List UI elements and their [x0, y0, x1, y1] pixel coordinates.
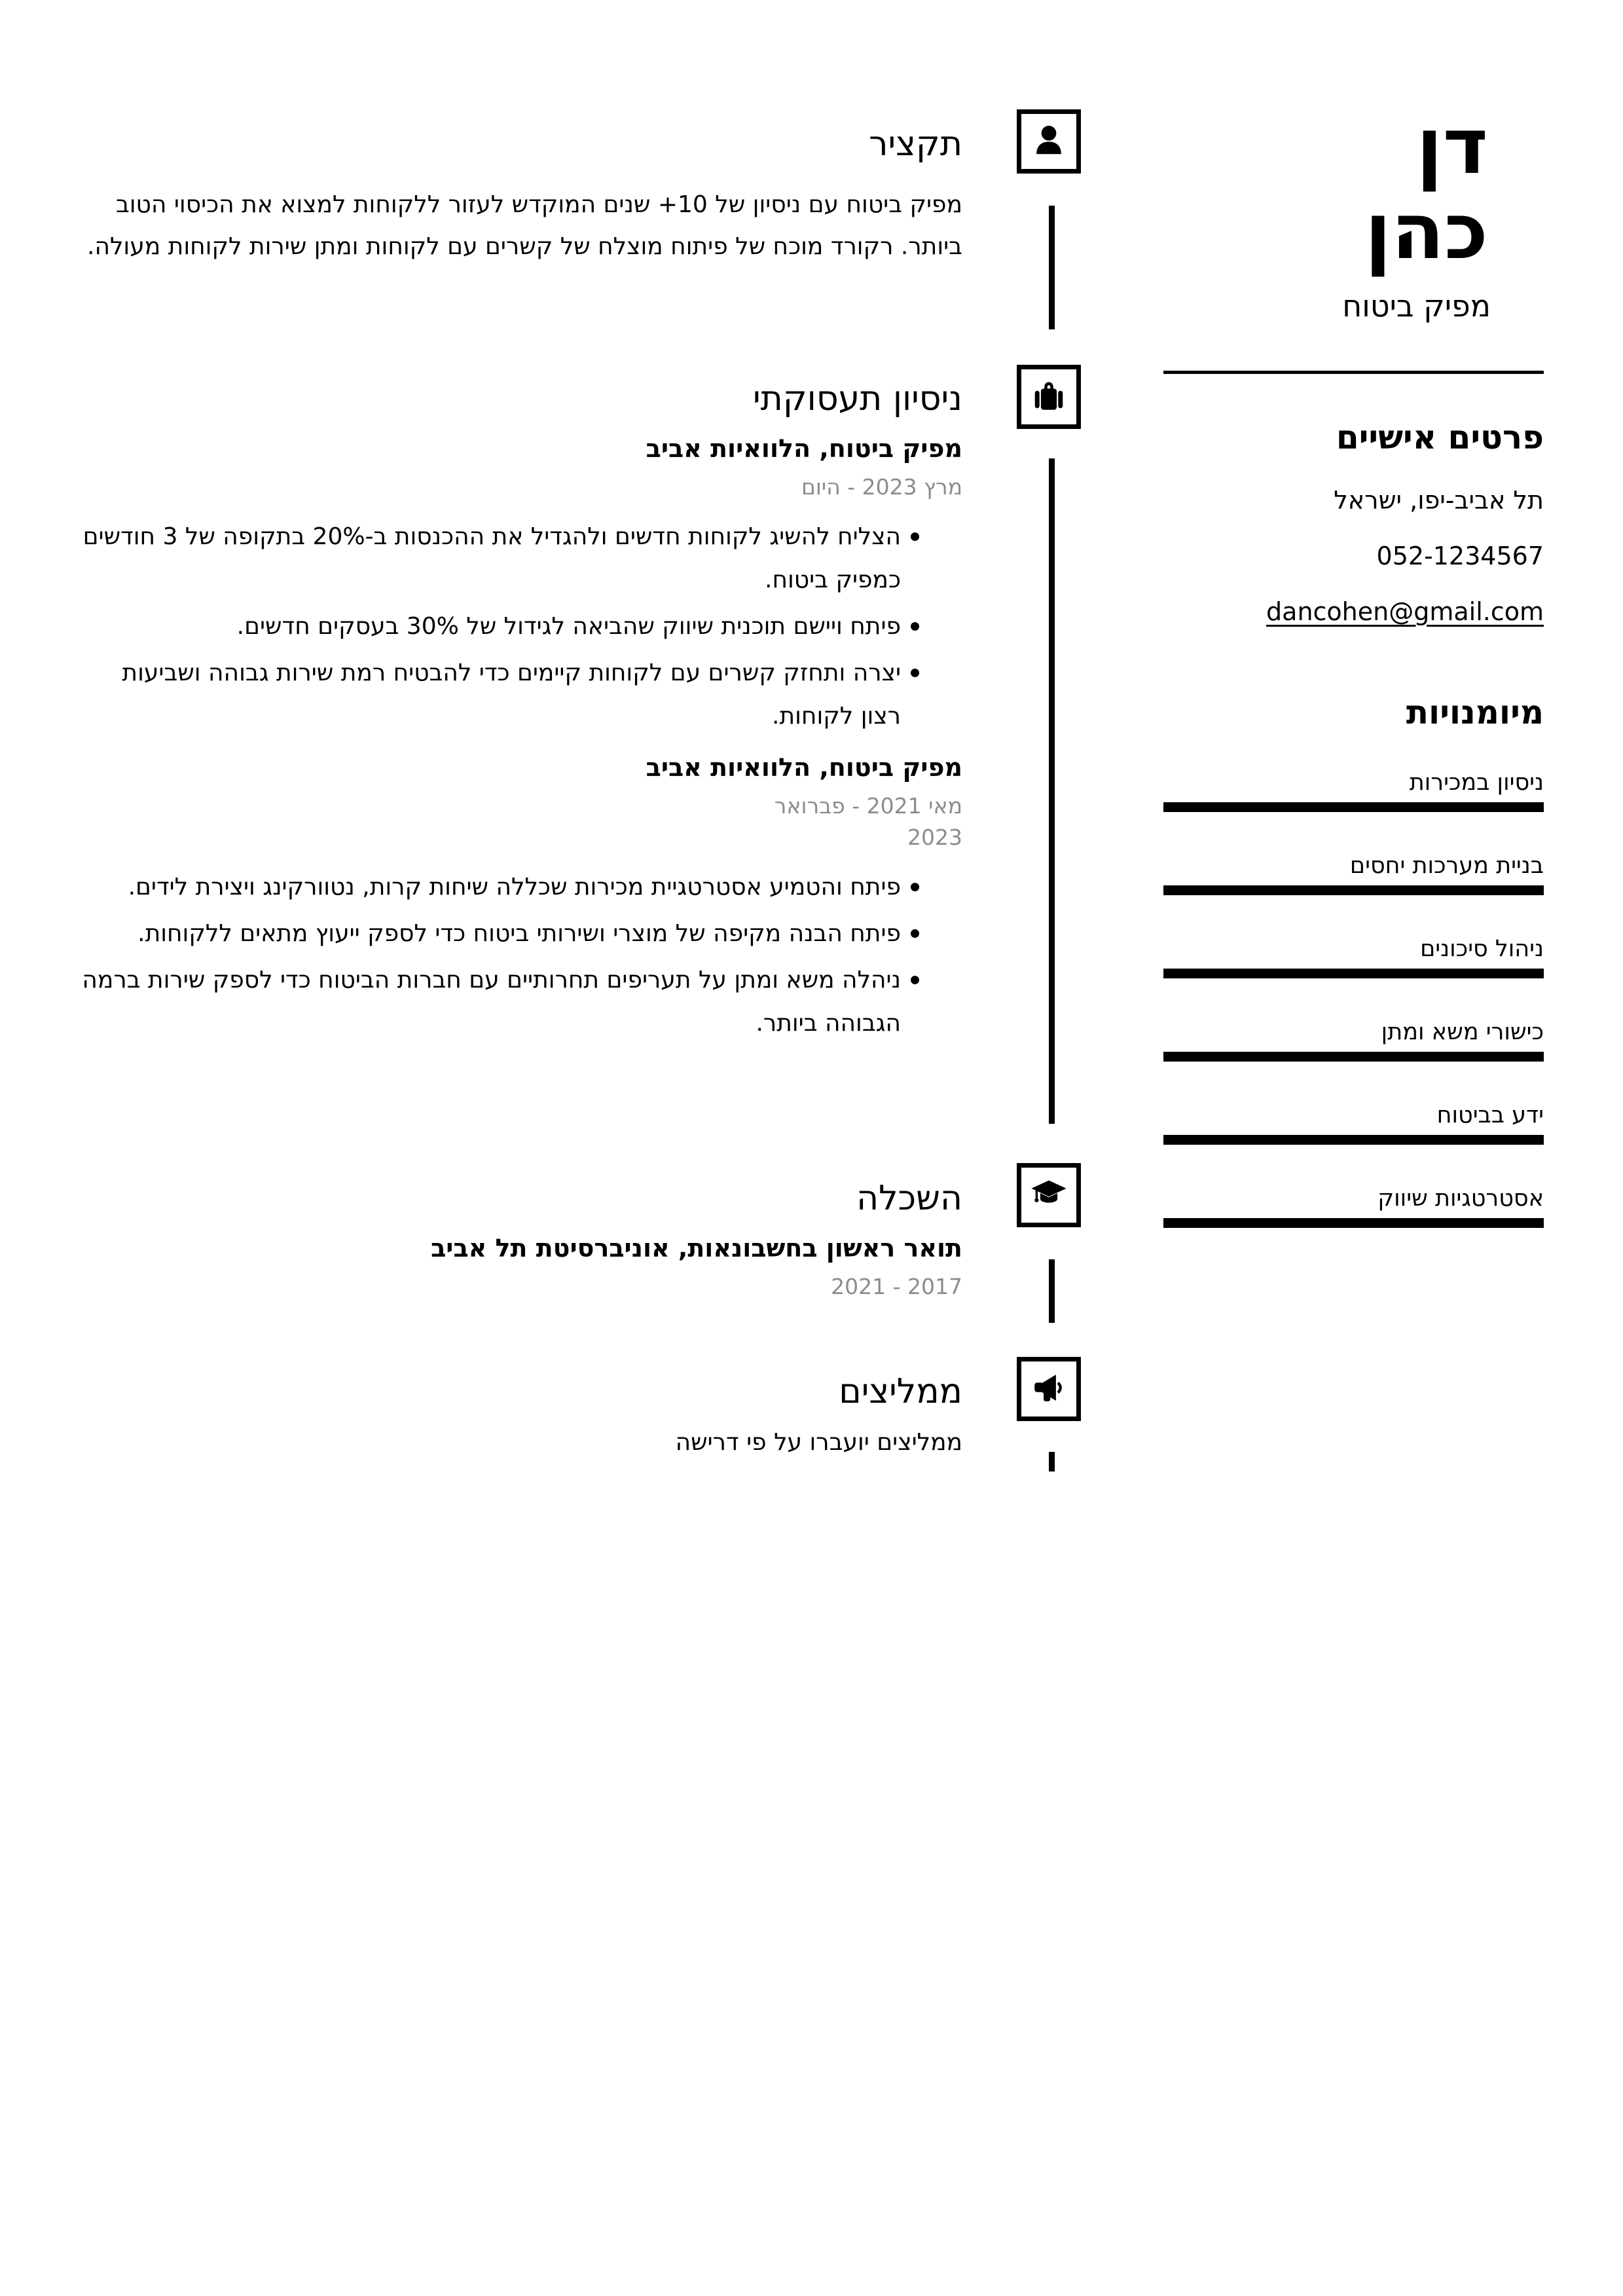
references-text: ממליצים יועברו על פי דרישה: [675, 1429, 962, 1456]
sidebar: [1163, 0, 1544, 2296]
skill-label: ניהול סיכונים: [1420, 936, 1544, 962]
timeline-segment: [1049, 1452, 1055, 1472]
summary-section-marker: [1017, 109, 1081, 174]
job-entry: [75, 752, 962, 1045]
job-bullet: ניהלה משא ומתן על תעריפים תחרותיים עם חברות הביטוח כדי לספק שירות ברמה הגבוהה ביותר.: [75, 959, 923, 1045]
skill-label: ידע בביטוח: [1436, 1102, 1544, 1128]
person-icon: [1030, 121, 1068, 162]
skill-label: בניית מערכות יחסים: [1349, 853, 1544, 879]
experience-heading: ניסיון תעסוקתי: [752, 379, 962, 418]
education-heading: השכלה: [856, 1179, 962, 1218]
references-section-marker: [1017, 1357, 1081, 1421]
skills-section: [1163, 693, 1544, 1268]
email-link[interactable]: dancohen@gmail.com: [1266, 597, 1544, 626]
job-title: מפיק ביטוח, הלוואיות אביב: [646, 753, 962, 782]
skills-heading: מיומנויות: [1406, 694, 1544, 731]
job-bullet: הצליח להשיג לקוחות חדשים ולהגדיל את ההכנסות ב-20% בתקופה של 3 חודשים כמפיק ביטוח.: [75, 515, 923, 602]
megaphone-icon: [1030, 1369, 1068, 1409]
sidebar-divider: [1163, 371, 1544, 374]
job-bullet: פיתח הבנה מקיפה של מוצרי ושירותי ביטוח כדי לספק ייעוץ מתאים ללקוחות.: [75, 912, 923, 955]
education-dates: 2017 - 2021: [831, 1274, 962, 1299]
summary-text: מפיק ביטוח עם ניסיון של 10+ שנים המוקדש לעזור ללקוחות למצוא את הכיסוי הטוב ביותר. רקורד מוכח של פיתוח מוצלח של קשרים עם לקוחות ומתן שירות לקוחות מעולה.: [87, 191, 962, 260]
skill-item: [1163, 1102, 1544, 1145]
degree-title: תואר ראשון בחשבונאות, אוניברסיטת תל אביב: [431, 1234, 962, 1263]
skill-bar: [1163, 1135, 1544, 1145]
job-dates: מאי 2021 - פברואר 2023: [774, 793, 962, 850]
skill-bar: [1163, 1218, 1544, 1228]
skill-item: [1163, 1185, 1544, 1228]
job-bullet-list: [75, 515, 923, 738]
personal-details-heading: פרטים אישיים: [1336, 418, 1544, 456]
skill-label: ניסיון במכירות: [1409, 769, 1544, 796]
skill-label: אסטרטגיות שיווק: [1377, 1185, 1544, 1212]
skill-bar: [1163, 969, 1544, 978]
job-entry: [75, 434, 962, 738]
skill-item: [1163, 852, 1544, 895]
skill-item: [1163, 935, 1544, 978]
job-dates: מרץ 2023 - היום: [801, 474, 962, 500]
phone-number: 052-1234567: [1376, 542, 1544, 570]
skill-bar: [1163, 885, 1544, 895]
summary-heading: תקציר: [869, 124, 962, 164]
email-line: [1163, 597, 1544, 627]
experience-section: [75, 379, 962, 1048]
briefcase-icon: [1030, 377, 1068, 417]
job-title: מפיק ביטוח, הלוואיות אביב: [646, 434, 962, 463]
skill-bar: [1163, 802, 1544, 812]
skill-label: כישורי משא ומתן: [1381, 1019, 1544, 1045]
location-text: תל אביב-יפו, ישראל: [1334, 486, 1544, 515]
skill-item: [1163, 769, 1544, 812]
education-section: [75, 1178, 962, 1303]
summary-section: [75, 124, 962, 268]
education-section-marker: [1017, 1163, 1081, 1227]
references-heading: ממליצים: [839, 1372, 962, 1411]
person-job-title: מפיק ביטוח: [1342, 288, 1491, 324]
timeline-segment: [1049, 206, 1055, 329]
timeline-segment: [1049, 1259, 1055, 1323]
skill-bar: [1163, 1052, 1544, 1062]
references-section: [75, 1371, 962, 1458]
timeline-segment: [1049, 458, 1055, 1124]
person-name: דן כהן: [1364, 101, 1488, 276]
personal-details: [1163, 418, 1544, 652]
job-bullet: פיתח והטמיע אסטרטגיית מכירות שכללה שיחות קרות, נטוורקינג ויצירת לידים.: [75, 866, 923, 909]
graduation-cap-icon: [1030, 1175, 1068, 1215]
job-bullet-list: [75, 866, 923, 1045]
skill-item: [1163, 1018, 1544, 1062]
experience-section-marker: [1017, 365, 1081, 429]
job-bullet: יצרה ותחזק קשרים עם לקוחות קיימים כדי להבטיח רמת שירות גבוהה ושביעות רצון לקוחות.: [75, 652, 923, 738]
job-bullet: פיתח ויישם תוכנית שיווק שהביאה לגידול של 30% בעסקים חדשים.: [75, 605, 923, 648]
